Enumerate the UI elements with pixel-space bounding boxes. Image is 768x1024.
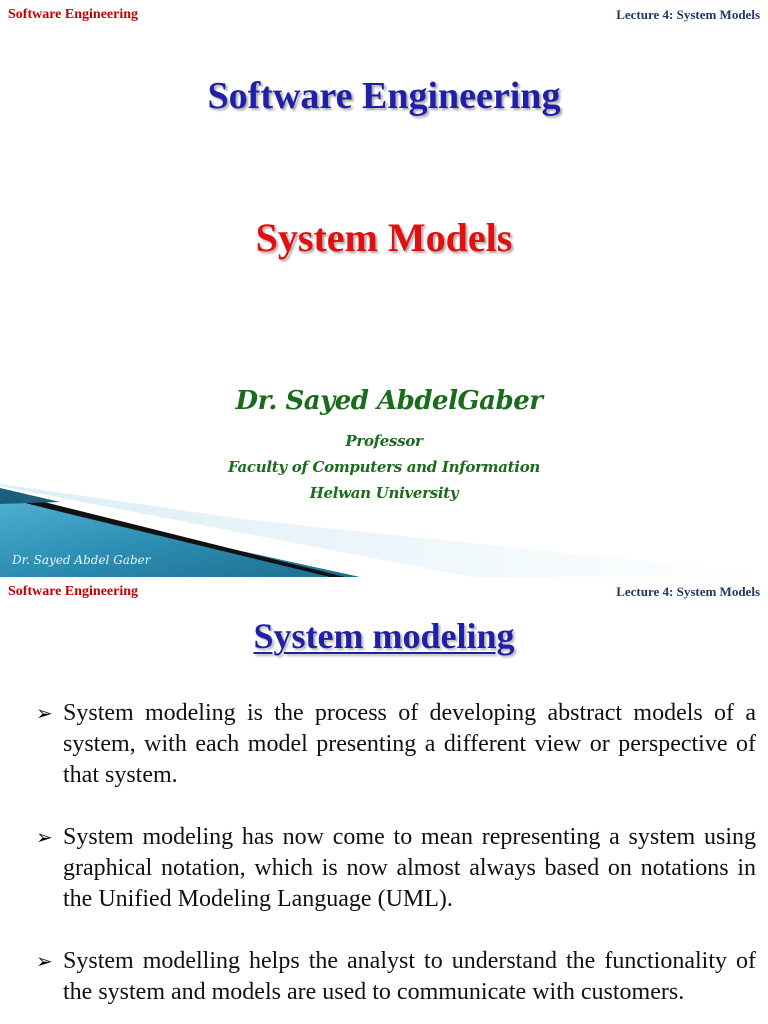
author-faculty: Faculty of Computers and Information xyxy=(227,458,541,476)
slide-main-title: Software Engineering xyxy=(207,75,561,117)
header-course-name: Software Engineering xyxy=(8,584,139,599)
bullet-list xyxy=(36,698,756,1024)
list-item xyxy=(36,946,756,1008)
arrow-bullet-icon: ➢ xyxy=(36,825,53,849)
list-item xyxy=(36,698,756,791)
list-item xyxy=(36,822,756,915)
footer-signature: Dr. Sayed Abdel Gaber xyxy=(12,553,151,567)
bullet-text: System modeling has now come to mean representing a system using graphical notation, which is now almost always based on notations in the Unified Modeling Language (UML). xyxy=(63,824,756,912)
header-course-name: Software Engineering xyxy=(8,7,139,22)
bullet-text: System modelling helps the analyst to understand the functionality of the system and models are used to communicate with customers. xyxy=(63,948,756,1005)
slide-title: System modeling xyxy=(253,616,515,656)
slide-sub-title: System Models xyxy=(255,215,513,260)
author-university: Helwan University xyxy=(309,484,459,502)
header-lecture-name: Lecture 4: System Models xyxy=(616,584,760,599)
author-name: Dr. Sayed AbdelGaber xyxy=(235,386,543,416)
arrow-bullet-icon: ➢ xyxy=(36,701,53,725)
bullet-text: System modeling is the process of developing abstract models of a system, with each model presenting a different view or perspective of that system. xyxy=(63,700,756,788)
author-title: Professor xyxy=(345,432,423,450)
content-slide xyxy=(0,577,768,1024)
header-lecture-name: Lecture 4: System Models xyxy=(616,7,760,22)
arrow-bullet-icon: ➢ xyxy=(36,949,53,973)
